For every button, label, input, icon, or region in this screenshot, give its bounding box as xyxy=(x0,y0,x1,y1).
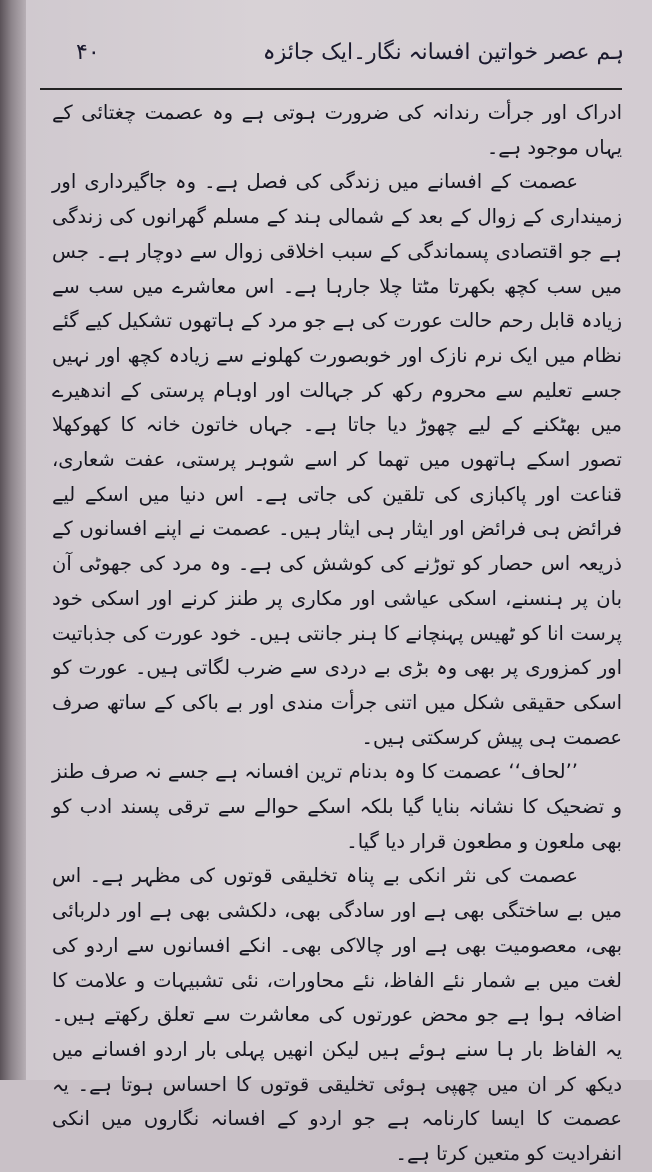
paragraph-2: عصمت کے افسانے میں زندگی کی فصل ہے۔ وہ جاگیرداری اور زمینداری کے زوال کے بعد کے شمالی ہند کے مسلم گھرانوں کی زندگی ہے جو اقتصادی پسماندگی کے سبب اخلاقی زوال سے دوچار ہے۔ جس میں سب کچھ بکھرتا مٹتا چلا جارہا ہے۔ اس معاشرے میں سب سے زیادہ قابل رحم حالت عورت کی ہے جو مرد کے ہاتھوں تشکیل کیے گئے نظام میں ایک نرم نازک اور خوبصورت کھلونے سے زیادہ کچھ اور نہیں جسے تعلیم سے محروم رکھ کر جہالت اور اوہام پرستی کے اندھیرے میں بھٹکنے کے لیے چھوڑ دیا جاتا ہے۔ جہاں خاتون خانہ کا کھوکھلا تصور اسکے ہاتھوں میں تھما کر اسے شوہر پرستی، عفت شعاری، قناعت اور پاکبازی کی تلقین کی جاتی ہے۔ اس دنیا میں اسکے لیے فرائض ہی فرائض اور ایثار ہی ایثار ہیں۔ عصمت نے اپنے افسانوں کے ذریعہ اس حصار کو توڑنے کی کوشش کی ہے۔ وہ مرد کی جھوٹی آن بان پر ہنسنے، اسکی عیاشی اور مکاری پر طنز کرنے اور اسکی خود پرست انا کو ٹھیس پہنچانے کا ہنر جانتی ہیں۔ خود عورت کی جذباتیت اور کمزوری پر بھی وہ بڑی بے دردی سے ضرب لگاتی ہیں۔ عورت کو اسکی حقیقی شکل میں اتنی جرأت مندی اور بے باکی کے ساتھ صرف عصمت ہی پیش کرسکتی ہیں۔ xyxy=(52,170,622,749)
paragraph-4: عصمت کی نثر انکی بے پناہ تخلیقی قوتوں کی مظہر ہے۔ اس میں بے ساختگی بھی ہے اور سادگی بھی، دلکشی بھی ہے اور دلربائی بھی، معصومیت بھی ہے اور چالاکی بھی۔ انکے افسانوں سے اردو کی لغت میں بے شمار نئے الفاظ، نئے محاورات، نئی تشبیہات و علامت کا اضافہ ہوا ہے جو محض عورتوں کی معاشرت سے تعلق رکھتے ہیں۔ یہ الفاظ بار ہا سنے ہوئے ہیں لیکن انھیں پہلی بار اردو افسانے میں دیکھ کر ان میں چھپی ہوئی تخلیقی قوتوں کا احساس ہوتا ہے۔ یہ عصمت کا ایسا کارنامہ ہے جو اردو کے افسانہ نگاروں میں انکی انفرادیت کو متعین کرتا ہے۔ xyxy=(52,864,622,1166)
header-divider xyxy=(40,88,622,90)
body-text xyxy=(52,96,622,1172)
book-spine-shadow xyxy=(0,0,26,1080)
header-title: ہم عصر خواتین افسانہ نگار۔ایک جائزہ xyxy=(262,40,624,65)
paragraph-3: ’’لحاف‘‘ عصمت کا وہ بدنام ترین افسانہ ہے جسے نہ صرف طنز و تضحیک کا نشانہ بنایا گیا بلکہ اسکے حوالے سے ترقی پسند ادب کو بھی ملعون و مطعون قرار دیا گیا۔ xyxy=(52,760,622,853)
running-header xyxy=(40,40,624,92)
page-number: ۴۰ xyxy=(76,40,100,65)
paragraph-1: ادراک اور جرأت رندانہ کی ضرورت ہوتی ہے وہ عصمت چغتائی کے یہاں موجود ہے۔ xyxy=(52,101,622,159)
